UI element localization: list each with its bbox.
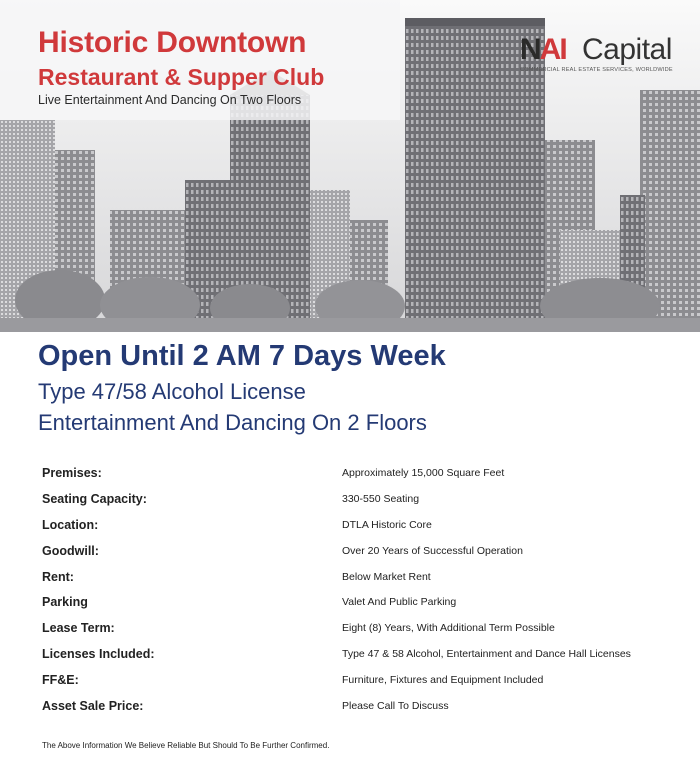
spec-label: Seating Capacity: xyxy=(42,491,147,506)
listing-subtitle: Restaurant & Supper Club xyxy=(38,64,325,90)
property-specs-table xyxy=(42,466,682,725)
spec-value: Over 20 Years of Successful Operation xyxy=(342,544,523,557)
listing-title: Historic Downtown xyxy=(38,26,307,59)
logo-tagline: COMMERCIAL REAL ESTATE SERVICES, WORLDWIDE xyxy=(520,67,673,73)
spec-row xyxy=(42,647,682,673)
spec-label: Goodwill: xyxy=(42,543,99,558)
license-highlight: Type 47/58 Alcohol License xyxy=(38,379,306,404)
spec-label: Rent: xyxy=(42,569,74,584)
spec-value: Furniture, Fixtures and Equipment Included xyxy=(342,674,544,687)
logo-mark xyxy=(520,33,566,67)
nai-capital-logo xyxy=(520,33,680,77)
listing-tagline: Live Entertainment And Dancing On Two Floors xyxy=(38,93,302,107)
spec-value: Please Call To Discuss xyxy=(342,700,449,713)
entertainment-highlight: Entertainment And Dancing On 2 Floors xyxy=(38,410,427,435)
hours-headline: Open Until 2 AM 7 Days Week xyxy=(38,340,446,372)
spec-label: Asset Sale Price: xyxy=(42,699,144,714)
spec-value: Eight (8) Years, With Additional Term Possible xyxy=(342,622,555,635)
spec-value: Type 47 & 58 Alcohol, Entertainment and Dance Hall Licenses xyxy=(342,648,631,661)
skyline-hero-image xyxy=(0,0,700,332)
spec-value: 330-550 Seating xyxy=(342,492,420,505)
spec-label: Lease Term: xyxy=(42,621,115,636)
spec-row xyxy=(42,595,682,621)
spec-label: Premises: xyxy=(42,466,102,480)
spec-row xyxy=(42,570,682,596)
spec-value: DTLA Historic Core xyxy=(342,518,432,531)
spec-row xyxy=(42,518,682,544)
spec-label: Location: xyxy=(42,517,99,532)
spec-row xyxy=(42,492,682,518)
spec-row xyxy=(42,621,682,647)
spec-value: Valet And Public Parking xyxy=(342,596,457,609)
logo-wordmark: Capital xyxy=(582,33,672,66)
spec-label: FF&E: xyxy=(42,673,79,688)
spec-row xyxy=(42,673,682,699)
spec-value: Below Market Rent xyxy=(342,570,431,583)
spec-row xyxy=(42,466,682,492)
logo-mark-ai: AI xyxy=(539,33,566,66)
spec-row xyxy=(42,544,682,570)
spec-label: Parking xyxy=(42,595,88,610)
spec-label: Licenses Included: xyxy=(42,647,155,662)
spec-value: Approximately 15,000 Square Feet xyxy=(342,467,505,479)
logo-mark-n: N xyxy=(520,33,540,66)
spec-row xyxy=(42,699,682,725)
disclaimer-text: The Above Information We Believe Reliable But Should To Be Further Confirmed. xyxy=(42,741,330,750)
